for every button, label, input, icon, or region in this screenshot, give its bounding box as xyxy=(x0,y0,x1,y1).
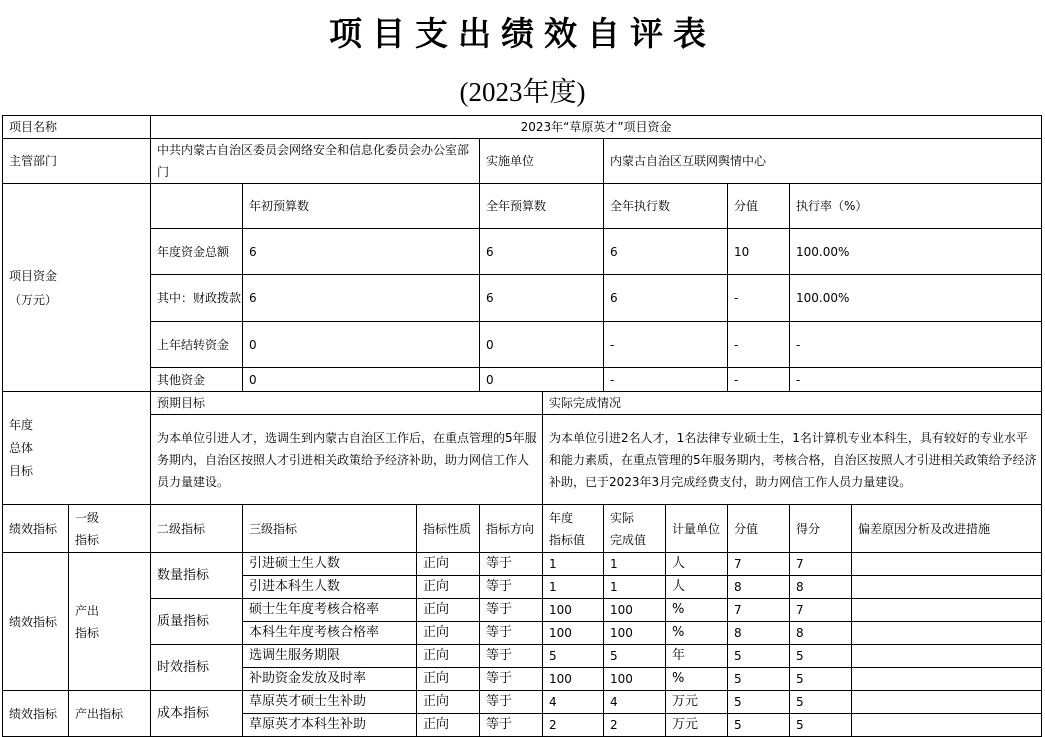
funds-cell: - xyxy=(728,368,790,392)
perf-direction: 等于 xyxy=(480,668,543,691)
funds-row-label: 年度资金总额 xyxy=(151,229,243,275)
table-row xyxy=(3,691,1042,714)
impl-value: 内蒙古自治区互联网舆情中心 xyxy=(604,139,1042,184)
funds-header: 分值 xyxy=(728,184,790,229)
perf-target: 1 xyxy=(543,576,604,599)
perf-direction: 等于 xyxy=(480,691,543,714)
perf-actual: 4 xyxy=(604,691,666,714)
perf-target: 2 xyxy=(543,714,604,737)
perf-nature: 正向 xyxy=(417,668,480,691)
funds-cell: 6 xyxy=(243,275,480,322)
perf-score: 7 xyxy=(790,553,852,576)
table-row xyxy=(3,505,1042,553)
perf-header-score-value: 分值 xyxy=(728,505,790,553)
perf-score: 8 xyxy=(790,622,852,645)
perf-level3-cell: 草原英才本科生补助 xyxy=(243,714,417,737)
perf-score-value: 5 xyxy=(728,645,790,668)
perf-level3-cell: 本科生年度考核合格率 xyxy=(243,622,417,645)
funds-row-label: 其他资金 xyxy=(151,368,243,392)
page-subtitle: (2023年度) xyxy=(459,77,586,107)
perf-nature: 正向 xyxy=(417,714,480,737)
perf-score: 5 xyxy=(790,691,852,714)
funds-cell: 0 xyxy=(480,322,604,368)
perf-actual: 100 xyxy=(604,599,666,622)
perf-score-value: 5 xyxy=(728,714,790,737)
expected-text: 为本单位引进人才，选调生到内蒙古自治区工作后，在重点管理的5年服务期内，自治区按照人才引进相关政策给予经济补助，助力网信工作人员力量建设。 xyxy=(151,415,543,505)
actual-text: 为本单位引进2名人才，1名法律专业硕士生，1名计算机专业本科生，具有较好的专业水平和能力素质，在重点管理的5年服务期内，考核合格，自治区按照人才引进相关政策给予经济补助，已于2023年3月完成经费支付，助力网信工作人员力量建设。 xyxy=(543,415,1042,505)
perf-unit: 年 xyxy=(666,645,728,668)
perf-header-actual: 实际 完成值 xyxy=(604,505,666,553)
perf-score-value: 8 xyxy=(728,622,790,645)
perf-level3-cell: 草原英才硕士生补助 xyxy=(243,691,417,714)
dept-value: 中共内蒙古自治区委员会网络安全和信息化委员会办公室部门 xyxy=(151,139,480,184)
perf-actual: 1 xyxy=(604,553,666,576)
perf-unit: % xyxy=(666,668,728,691)
perf-score: 5 xyxy=(790,668,852,691)
perf-direction: 等于 xyxy=(480,599,543,622)
funds-cell: - xyxy=(604,368,728,392)
perf-score-value: 5 xyxy=(728,668,790,691)
perf-deviation xyxy=(852,622,1042,645)
table-row xyxy=(3,116,1042,139)
perf-deviation xyxy=(852,714,1042,737)
perf-level1-cell: 产出 指标 xyxy=(69,553,151,691)
perf-unit: 人 xyxy=(666,553,728,576)
perf-unit: 万元 xyxy=(666,691,728,714)
perf-level3-cell: 硕士生年度考核合格率 xyxy=(243,599,417,622)
funds-cell: 6 xyxy=(243,229,480,275)
self-evaluation-table xyxy=(2,115,1042,737)
funds-header: 全年执行数 xyxy=(604,184,728,229)
perf-actual: 1 xyxy=(604,576,666,599)
table-row xyxy=(3,392,1042,415)
goal-label: 年度 总体 目标 xyxy=(3,392,151,505)
table-row xyxy=(3,229,1042,275)
funds-cell: 6 xyxy=(604,275,728,322)
dept-label: 主管部门 xyxy=(3,139,151,184)
perf-level0-cell: 绩效指标 xyxy=(3,553,69,691)
perf-nature: 正向 xyxy=(417,553,480,576)
perf-level2-cell: 数量指标 xyxy=(151,553,243,599)
table-row xyxy=(3,415,1042,505)
perf-header-score: 得分 xyxy=(790,505,852,553)
perf-header-unit: 计量单位 xyxy=(666,505,728,553)
perf-direction: 等于 xyxy=(480,576,543,599)
impl-label: 实施单位 xyxy=(480,139,604,184)
perf-level3-cell: 引进硕士生人数 xyxy=(243,553,417,576)
perf-score-value: 7 xyxy=(728,553,790,576)
perf-header-level1: 一级 指标 xyxy=(69,505,151,553)
page-title: 项目支出绩效自评表 xyxy=(329,14,716,53)
project-name-value: 2023年“草原英才”项目资金 xyxy=(151,116,1042,139)
perf-direction: 等于 xyxy=(480,553,543,576)
funds-row-label: 上年结转资金 xyxy=(151,322,243,368)
funds-cell: 6 xyxy=(604,229,728,275)
funds-cell: 6 xyxy=(480,275,604,322)
funds-cell: 0 xyxy=(480,368,604,392)
funds-label: 项目资金 （万元） xyxy=(3,184,151,392)
perf-target: 5 xyxy=(543,645,604,668)
perf-deviation xyxy=(852,576,1042,599)
perf-actual: 100 xyxy=(604,668,666,691)
perf-direction: 等于 xyxy=(480,714,543,737)
perf-nature: 正向 xyxy=(417,599,480,622)
perf-score-value: 8 xyxy=(728,576,790,599)
perf-level3-cell: 选调生服务期限 xyxy=(243,645,417,668)
funds-cell: 6 xyxy=(480,229,604,275)
perf-level3-cell: 引进本科生人数 xyxy=(243,576,417,599)
funds-cell: 100.00% xyxy=(790,275,1042,322)
perf-actual: 5 xyxy=(604,645,666,668)
funds-cell: 0 xyxy=(243,368,480,392)
table-row xyxy=(3,184,1042,229)
perf-header-deviation: 偏差原因分析及改进措施 xyxy=(852,505,1042,553)
table-row xyxy=(3,645,1042,668)
funds-header: 执行率（%） xyxy=(790,184,1042,229)
funds-cell: - xyxy=(728,322,790,368)
table-row xyxy=(3,322,1042,368)
perf-level2-cell: 时效指标 xyxy=(151,645,243,691)
perf-deviation xyxy=(852,691,1042,714)
perf-score: 5 xyxy=(790,714,852,737)
perf-header-level0: 绩效指标 xyxy=(3,505,69,553)
perf-header-level2: 二级指标 xyxy=(151,505,243,553)
perf-level3-cell: 补助资金发放及时率 xyxy=(243,668,417,691)
perf-header-direction: 指标方向 xyxy=(480,505,543,553)
table-row xyxy=(3,139,1042,184)
perf-nature: 正向 xyxy=(417,645,480,668)
perf-header-target: 年度 指标值 xyxy=(543,505,604,553)
perf-score-value: 5 xyxy=(728,691,790,714)
expected-label: 预期目标 xyxy=(151,392,543,415)
perf-header-level3: 三级指标 xyxy=(243,505,417,553)
perf-target: 100 xyxy=(543,622,604,645)
funds-header: 年初预算数 xyxy=(243,184,480,229)
perf-nature: 正向 xyxy=(417,576,480,599)
perf-deviation xyxy=(852,599,1042,622)
funds-row-label: 其中：财政拨款 xyxy=(151,275,243,322)
perf-target: 100 xyxy=(543,599,604,622)
perf-score: 7 xyxy=(790,599,852,622)
perf-direction: 等于 xyxy=(480,645,543,668)
perf-target: 100 xyxy=(543,668,604,691)
perf-deviation xyxy=(852,553,1042,576)
funds-cell: 100.00% xyxy=(790,229,1042,275)
perf-actual: 100 xyxy=(604,622,666,645)
perf-target: 4 xyxy=(543,691,604,714)
perf-score-value: 7 xyxy=(728,599,790,622)
perf-deviation xyxy=(852,668,1042,691)
perf-level2-cell: 质量指标 xyxy=(151,599,243,645)
funds-cell: 10 xyxy=(728,229,790,275)
funds-cell: - xyxy=(790,368,1042,392)
perf-target: 1 xyxy=(543,553,604,576)
actual-label: 实际完成情况 xyxy=(543,392,1042,415)
funds-header: 全年预算数 xyxy=(480,184,604,229)
table-row xyxy=(3,599,1042,622)
perf-score: 8 xyxy=(790,576,852,599)
perf-nature: 正向 xyxy=(417,622,480,645)
perf-unit: 万元 xyxy=(666,714,728,737)
perf-unit: % xyxy=(666,622,728,645)
funds-cell: - xyxy=(604,322,728,368)
perf-actual: 2 xyxy=(604,714,666,737)
funds-cell: - xyxy=(728,275,790,322)
funds-blank xyxy=(151,184,243,229)
perf-direction: 等于 xyxy=(480,622,543,645)
funds-cell: - xyxy=(790,322,1042,368)
project-name-label: 项目名称 xyxy=(3,116,151,139)
funds-cell: 0 xyxy=(243,322,480,368)
perf-level2-cell: 成本指标 xyxy=(151,691,243,737)
perf-header-nature: 指标性质 xyxy=(417,505,480,553)
perf-deviation xyxy=(852,645,1042,668)
perf-level1-cell: 产出指标 xyxy=(69,691,151,737)
table-row xyxy=(3,368,1042,392)
table-row xyxy=(3,275,1042,322)
perf-level0-cell: 绩效指标 xyxy=(3,691,69,737)
perf-nature: 正向 xyxy=(417,691,480,714)
perf-unit: % xyxy=(666,599,728,622)
perf-unit: 人 xyxy=(666,576,728,599)
table-row xyxy=(3,553,1042,576)
perf-score: 5 xyxy=(790,645,852,668)
